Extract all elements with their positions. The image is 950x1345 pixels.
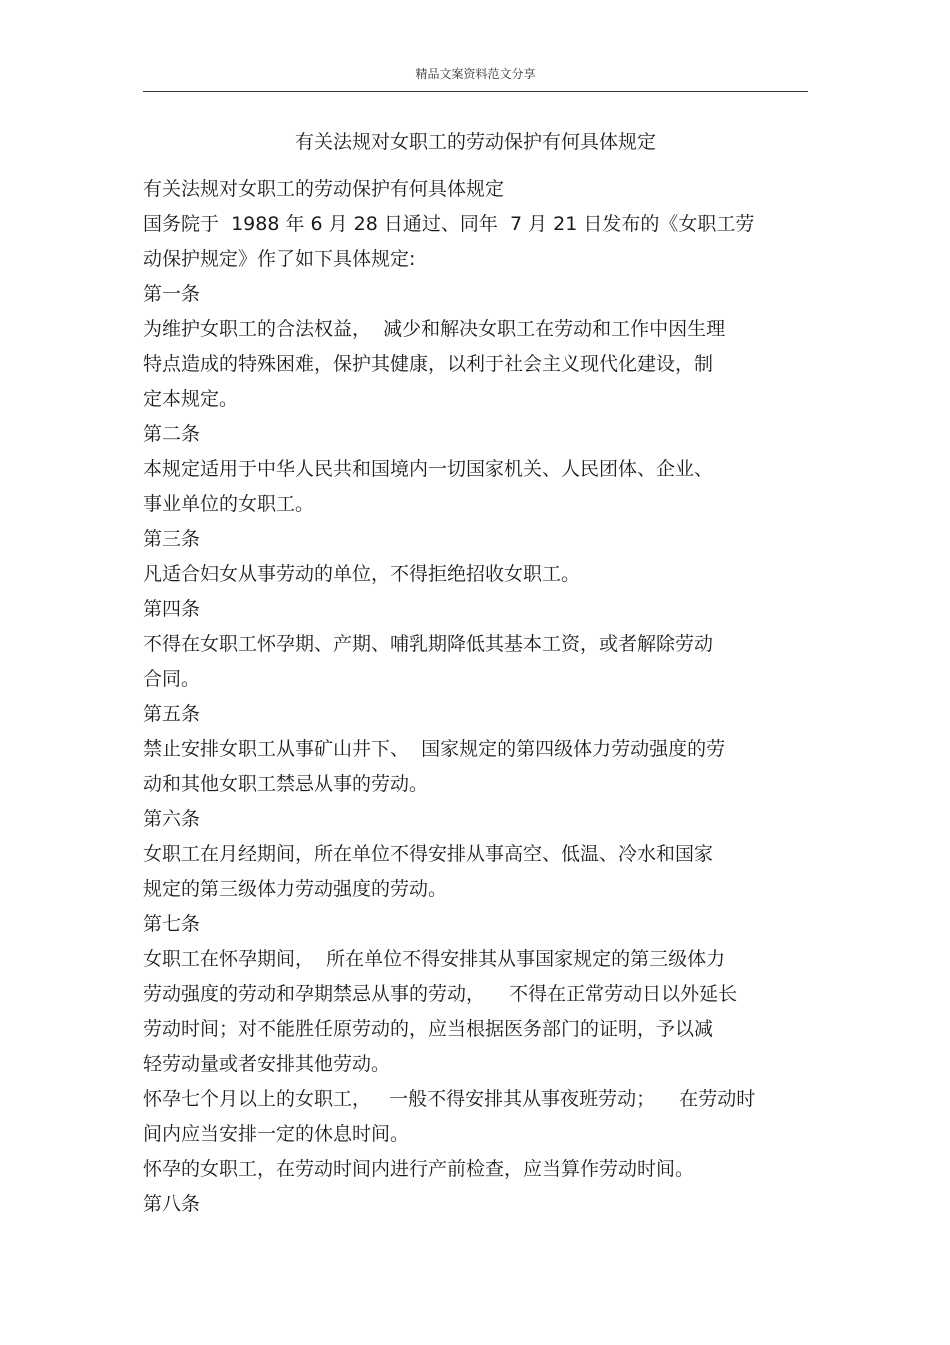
article-heading: 第七条 [143, 913, 201, 935]
body-line: 国务院于 1988 年 6 月 28 日通过、同年 7 月 21 日发布的《女职工劳 [143, 213, 755, 235]
body-line: 禁止安排女职工从事矿山井下、 国家规定的第四级体力劳动强度的劳 [143, 738, 726, 760]
body-line: 怀孕七个月以上的女职工， 一般不得安排其从事夜班劳动； 在劳动时 [143, 1088, 756, 1110]
body-line: 有关法规对女职工的劳动保护有何具体规定 [143, 178, 505, 200]
body-line: 劳动时间；对不能胜任原劳动的，应当根据医务部门的证明，予以减 [143, 1018, 714, 1040]
body-line: 劳动强度的劳动和孕期禁忌从事的劳动， 不得在正常劳动日以外延长 [143, 983, 738, 1005]
document-body [143, 172, 808, 1222]
header-divider [143, 91, 808, 92]
article-heading: 第一条 [143, 283, 201, 305]
body-line: 定本规定。 [143, 388, 239, 410]
article-heading: 第八条 [143, 1193, 201, 1215]
body-line: 怀孕的女职工，在劳动时间内进行产前检查，应当算作劳动时间。 [143, 1158, 695, 1180]
body-line: 不得在女职工怀孕期、产期、哺乳期降低其基本工资，或者解除劳动 [143, 633, 714, 655]
body-line: 女职工在月经期间，所在单位不得安排从事高空、低温、冷水和国家 [143, 843, 714, 865]
body-line: 事业单位的女职工。 [143, 493, 315, 515]
article-heading: 第二条 [143, 423, 201, 445]
document-title: 有关法规对女职工的劳动保护有何具体规定 [294, 131, 656, 153]
body-line: 间内应当安排一定的休息时间。 [143, 1123, 410, 1145]
page-header: 精品文案资料范文分享 [415, 67, 536, 81]
body-line: 规定的第三级体力劳动强度的劳动。 [143, 878, 448, 900]
article-heading: 第六条 [143, 808, 201, 830]
article-heading: 第四条 [143, 598, 201, 620]
body-line: 凡适合妇女从事劳动的单位，不得拒绝招收女职工。 [143, 563, 581, 585]
article-heading: 第五条 [143, 703, 201, 725]
body-line: 合同。 [143, 668, 201, 690]
body-line: 本规定适用于中华人民共和国境内一切国家机关、人民团体、企业、 [143, 458, 714, 480]
body-line: 轻劳动量或者安排其他劳动。 [143, 1053, 391, 1075]
body-line: 特点造成的特殊困难，保护其健康，以利于社会主义现代化建设，制 [143, 353, 714, 375]
body-line: 为维护女职工的合法权益， 减少和解决女职工在劳动和工作中因生理 [143, 318, 726, 340]
article-heading: 第三条 [143, 528, 201, 550]
body-line: 女职工在怀孕期间， 所在单位不得安排其从事国家规定的第三级体力 [143, 948, 726, 970]
body-line: 动和其他女职工禁忌从事的劳动。 [143, 773, 429, 795]
body-line: 动保护规定》作了如下具体规定: [143, 248, 416, 270]
